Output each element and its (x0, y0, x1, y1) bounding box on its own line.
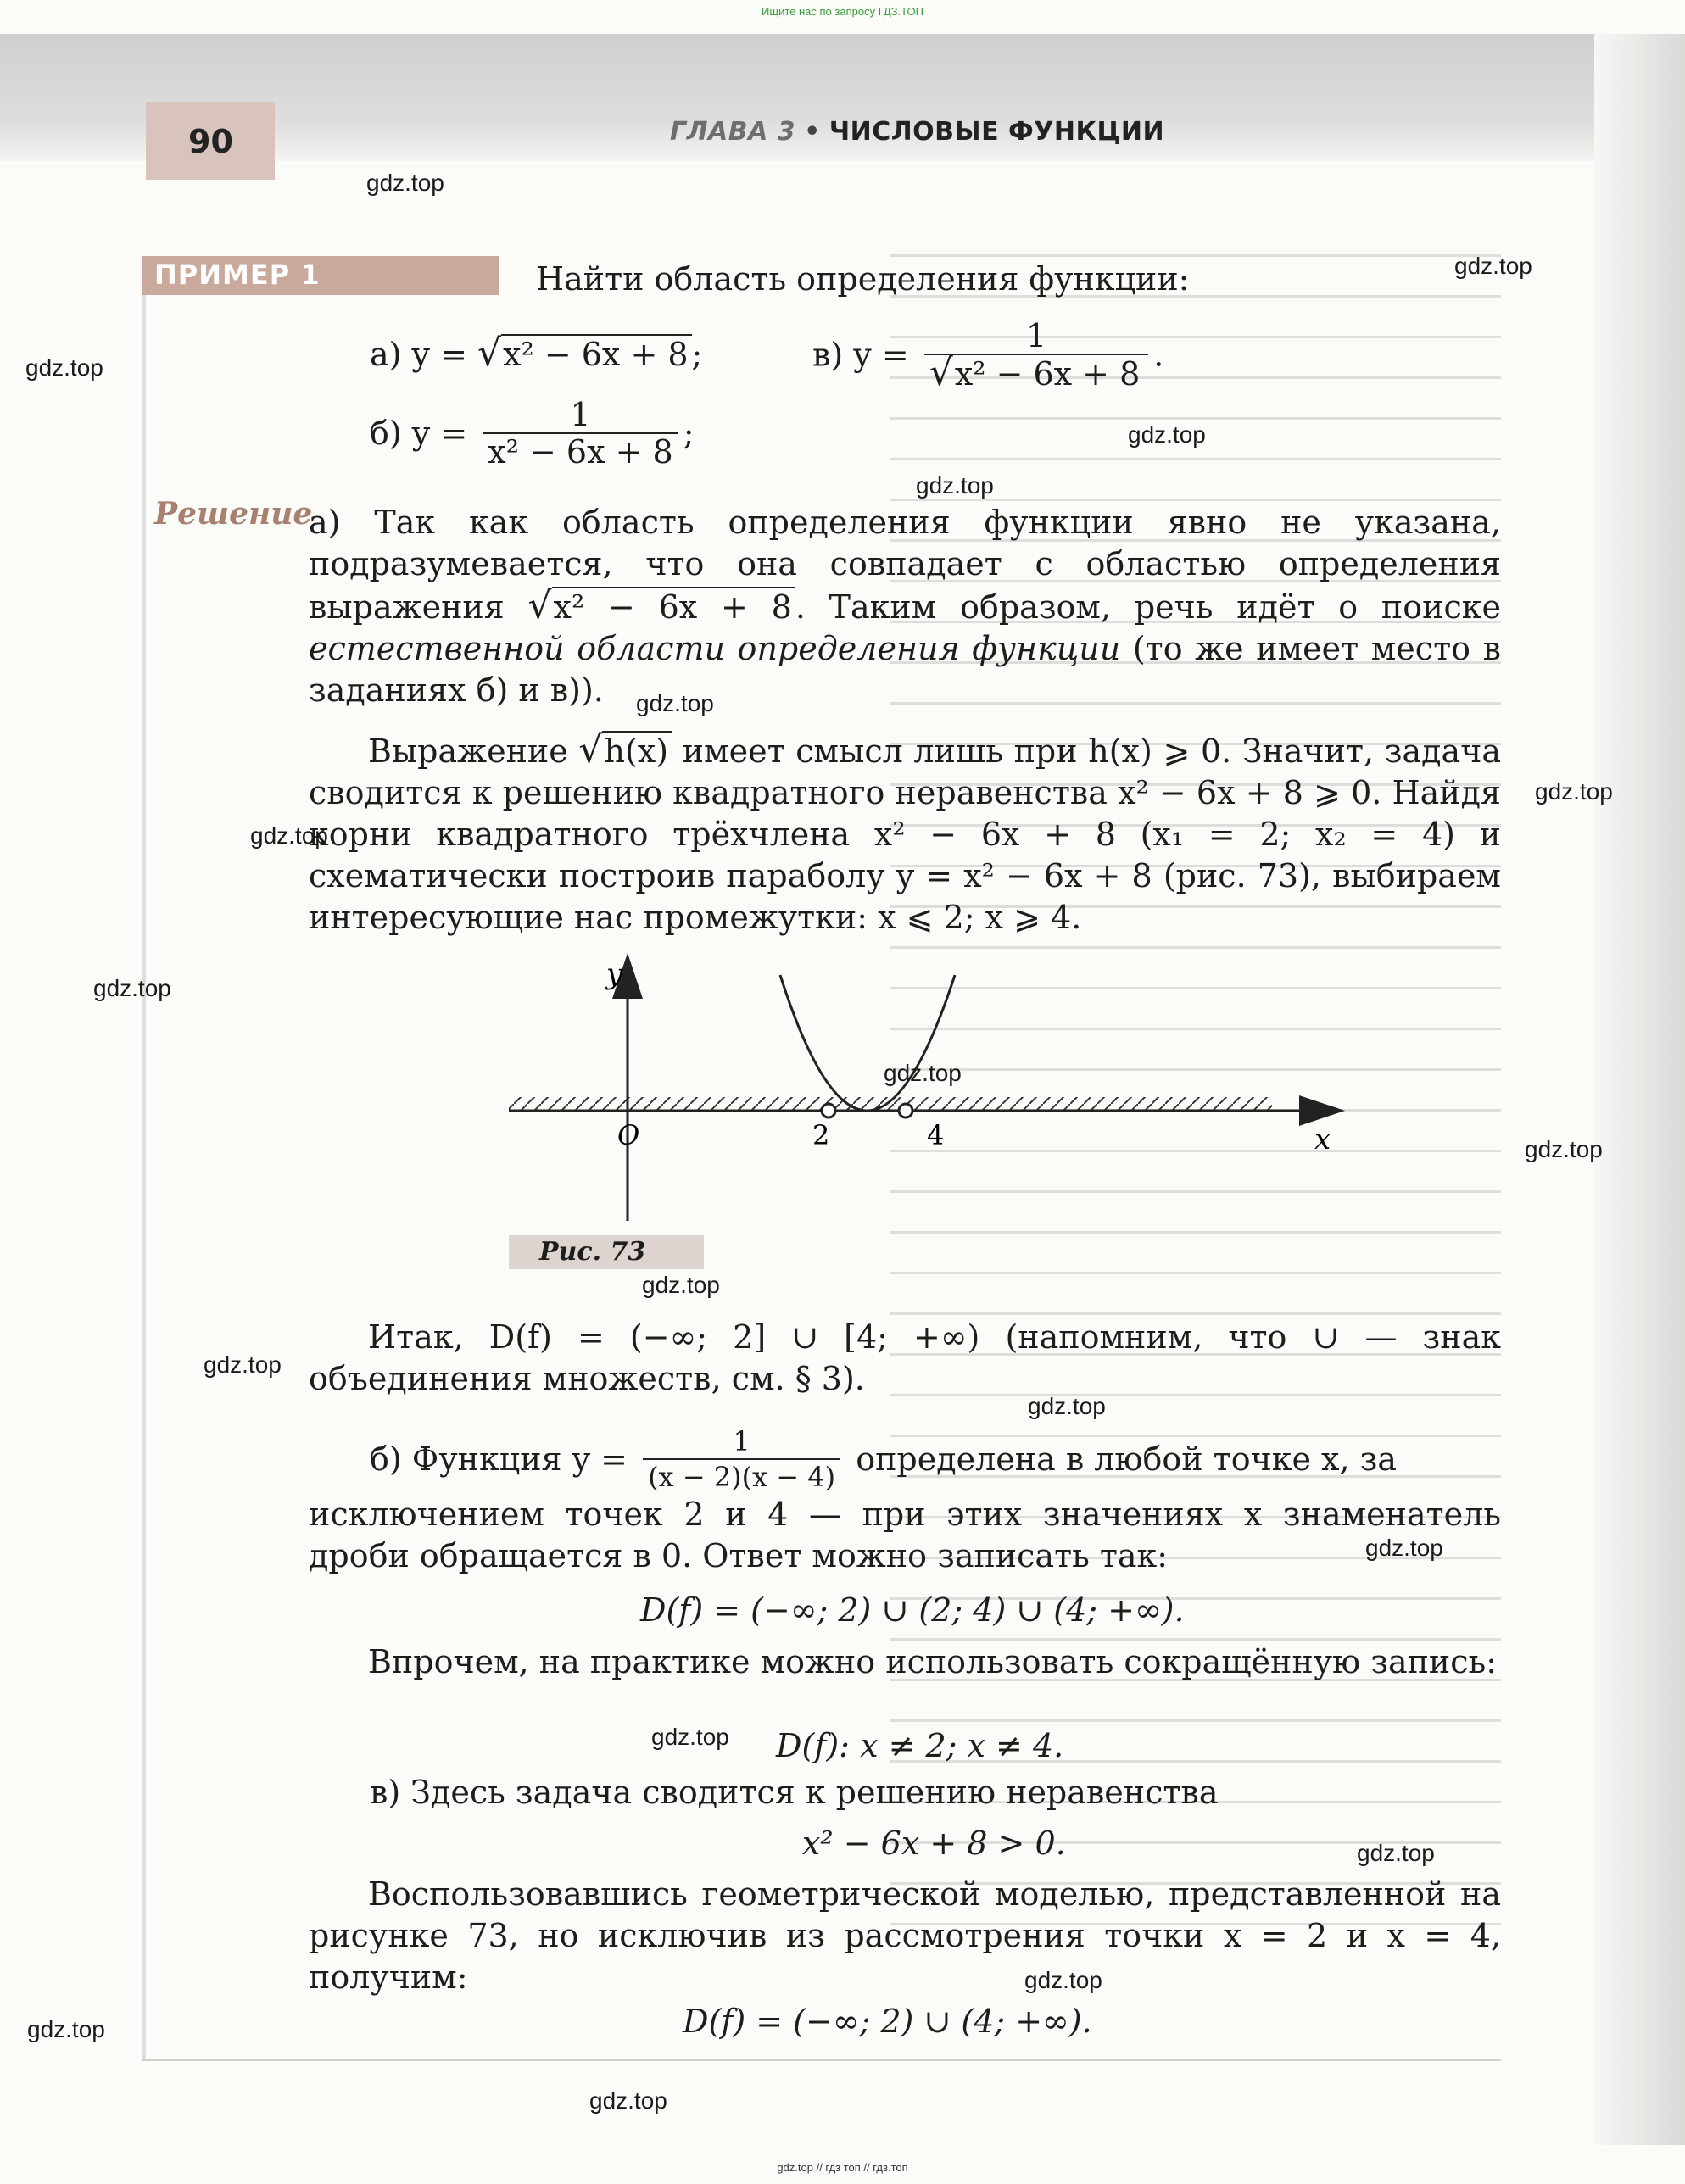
formula-2: D(f): x ≠ 2; x ≠ 4. (776, 1727, 1064, 1764)
item-v-numerator: 1 (1025, 317, 1047, 354)
watermark: gdz.top (250, 822, 328, 849)
p4-numerator: 1 (733, 1425, 750, 1457)
p2-radicand: h(x) (602, 731, 672, 770)
p1-text-a: а) Так как область определения функции явно не указана, подразумевается, что она совпадает с областью определения выражения (309, 504, 1501, 626)
watermark: gdz.top (642, 1272, 720, 1298)
item-a-radicand: x² − 6x + 8 (501, 334, 691, 373)
watermark: gdz.top (651, 1724, 729, 1750)
item-v-radicand: x² − 6x + 8 (953, 354, 1143, 393)
sqrt-icon: √ (929, 351, 953, 394)
item-b-prefix: б) y = (370, 415, 468, 452)
p2-text-a: Выражение (368, 733, 568, 770)
top-banner: Ищите нас по запросу ГДЗ.ТОП (762, 5, 923, 18)
solution-paragraph-3 (309, 1317, 1501, 1400)
watermark: gdz.top (1535, 778, 1613, 805)
page-edge-shade (1594, 34, 1685, 2145)
root-point-2 (822, 1104, 835, 1117)
item-b-fraction (483, 397, 678, 470)
p4-text-a: б) Функция y = (370, 1440, 628, 1478)
solution-paragraph-2 (309, 729, 1501, 939)
solution-paragraph-6 (309, 1641, 1501, 1683)
example-item-a (370, 333, 702, 375)
watermark: gdz.top (204, 1351, 282, 1378)
p4-denominator: (x − 2)(x − 4) (643, 1458, 840, 1494)
solution-v-line: в) Здесь задача сводится к решению неравенства (370, 1774, 1219, 1811)
watermark: gdz.top (1525, 1136, 1603, 1162)
sqrt-icon: √ (477, 332, 502, 375)
formula-4: D(f) = (−∞; 2) ∪ (4; +∞). (683, 2003, 1092, 2040)
figure-caption: Рис. 73 (539, 1237, 646, 1267)
watermark: gdz.top (589, 2087, 667, 2114)
figure-caption-box (509, 1235, 704, 1269)
p4-fraction (643, 1424, 840, 1494)
p1-text-b: . Таким образом, речь идёт о поиске (795, 588, 1501, 626)
hatched-region (509, 1097, 1272, 1111)
solution-paragraph-8 (309, 1874, 1501, 1998)
solution-b-line (370, 1424, 1397, 1494)
chapter-title: ЧИСЛОВЫЕ ФУНКЦИИ (829, 117, 1165, 147)
solution-paragraph-a (309, 502, 1501, 711)
root-point-4 (899, 1104, 912, 1117)
example-task: Найти область определения функции: (536, 260, 1190, 298)
p1-radicand: x² − 6x + 8 (552, 587, 795, 626)
watermark: gdz.top (1357, 1840, 1435, 1866)
bottom-rule (142, 2059, 1501, 2061)
watermark: gdz.top (93, 975, 171, 1001)
parabola-curve (780, 975, 955, 1111)
p3-text: Итак, D(f) = (−∞; 2] ∪ [4; +∞) (напомним, что ∪ — знак объединения множеств, см. § 3). (309, 1318, 1501, 1397)
p8-text: Воспользовавшись геометрической моделью, представленной на рисунке 73, но исключив из рассмотрения точки x = 2 и x = 4, получим: (309, 1875, 1501, 1996)
sqrt-icon: √ (527, 584, 552, 627)
watermark: gdz.top (1365, 1535, 1443, 1561)
item-b-denominator: x² − 6x + 8 (483, 432, 678, 470)
watermark: gdz.top (1028, 1393, 1106, 1419)
p1-emphasis: естественной области определения функции (309, 630, 1121, 667)
watermark: gdz.top (1128, 421, 1206, 448)
watermark: gdz.top (27, 2016, 105, 2042)
example-label: ПРИМЕР 1 (154, 259, 321, 291)
item-v-end: . (1153, 336, 1164, 374)
example-item-b (370, 397, 695, 470)
y-axis-label: y (606, 957, 623, 991)
sqrt-icon: √ (578, 728, 603, 772)
solution-paragraph-5 (309, 1494, 1501, 1577)
solution-label: Решение (154, 496, 313, 532)
p2-text-b: имеет смысл лишь при h(x) ⩾ 0. Значит, задача сводится к решению квадратного неравенства x² − 6x + 8 ⩾ 0. Найдя корни квадратного трёхчлена x² − 6x + 8 (x₁ = 2; x₂ = 4) и схематически построив параболу y = x² − 6x + 8 (рис. 73), выбираем интересующие нас промежутки: x ⩽ 2; x ⩾ 4. (309, 733, 1501, 936)
p4-text-b: определена в любой точке x, за (856, 1440, 1397, 1478)
tick-label-2: 2 (812, 1119, 830, 1151)
chapter-label: ГЛАВА 3 (670, 117, 796, 147)
item-v-denominator (924, 351, 1149, 394)
bottom-banner: gdz.top // гдз топ // гдз.топ (777, 2161, 908, 2174)
formula-1: D(f) = (−∞; 2) ∪ (2; 4) ∪ (4; +∞). (640, 1591, 1185, 1629)
formula-3: x² − 6x + 8 > 0. (802, 1825, 1066, 1862)
watermark: gdz.top (636, 690, 714, 716)
left-rule (142, 295, 146, 2059)
watermark: gdz.top (1024, 1967, 1102, 1993)
example-item-v (812, 318, 1163, 392)
item-b-end: ; (683, 415, 695, 452)
watermark: gdz.top (366, 170, 444, 196)
chapter-header (670, 117, 1164, 147)
p6-text: Впрочем, на практике можно использовать сокращённую запись: (368, 1643, 1498, 1680)
item-a-prefix: а) y = (370, 336, 467, 373)
p5-text: исключением точек 2 и 4 — при этих значениях x знаменатель дроби обращается в 0. Ответ можно записать так: (309, 1496, 1501, 1574)
item-v-fraction (924, 318, 1149, 392)
chapter-bullet: • (804, 117, 821, 147)
item-v-prefix: в) y = (812, 336, 909, 374)
watermark: gdz.top (916, 472, 994, 499)
watermark: gdz.top (884, 1060, 962, 1086)
watermark: gdz.top (1454, 253, 1532, 279)
watermark: gdz.top (25, 354, 103, 381)
item-a-end: ; (691, 336, 703, 373)
origin-label: O (617, 1119, 640, 1151)
x-axis-label: x (1314, 1123, 1331, 1156)
p1-text-c: (то же имеет место в заданиях б) и в)). (309, 630, 1501, 709)
item-b-numerator: 1 (570, 396, 591, 433)
tick-label-4: 4 (927, 1119, 945, 1151)
page-number: 90 (188, 123, 233, 160)
